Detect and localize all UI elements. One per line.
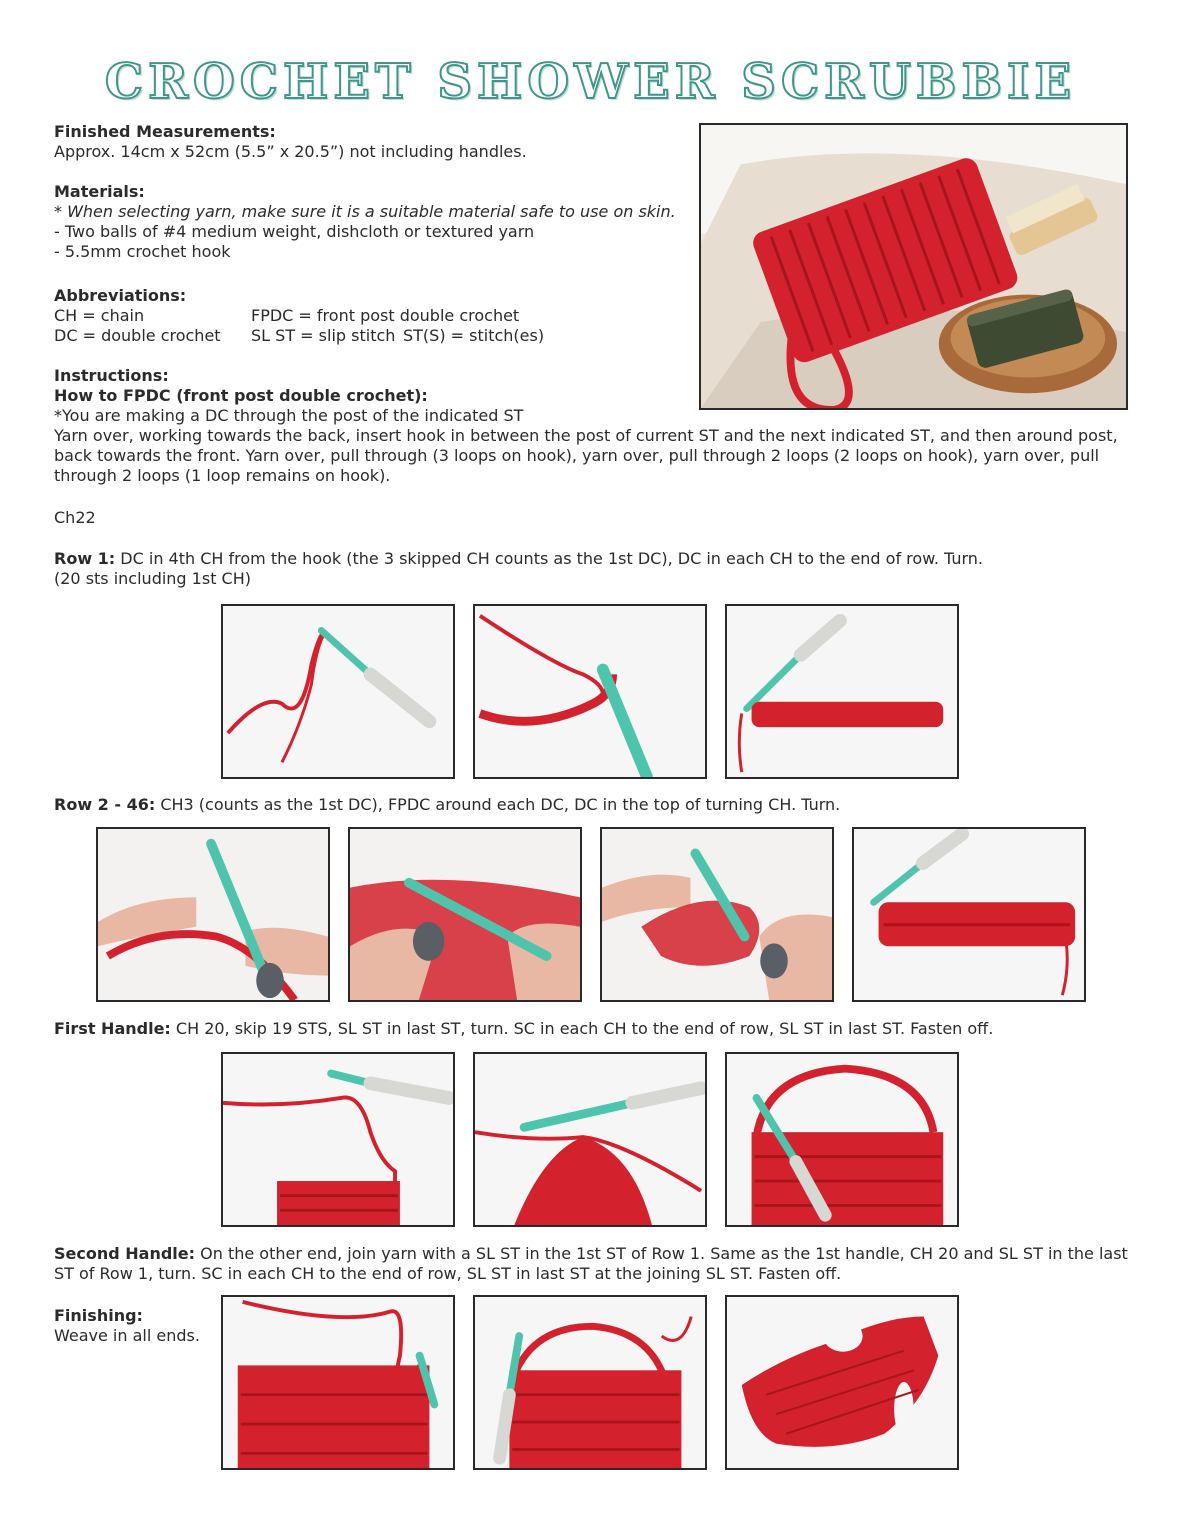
page-title: CROCHET SHOWER SCRUBBIE — [104, 54, 1077, 110]
materials-note: * When selecting yarn, make sure it is a suitable material safe to use on skin. — [54, 202, 676, 221]
instructions-heading-block — [54, 366, 694, 426]
handle1-step2-photo — [473, 1052, 707, 1227]
finishing-text: Weave in all ends. — [54, 1326, 200, 1345]
handle1-section — [54, 1019, 1134, 1039]
row1-line — [54, 549, 1134, 569]
row1-count: (20 sts including 1st CH) — [54, 569, 251, 588]
handle2-section — [54, 1244, 1134, 1284]
row1-label: Row 1: — [54, 549, 116, 568]
hero-photo — [699, 123, 1128, 410]
handle2-text: On the other end, join yarn with a SL ST in the 1st ST of Row 1. Same as the 1st handle, CH 20 and SL ST in the last ST of Row 1, turn. SC in each CH to the end of row, SL ST in last ST at the joining SL ST. Fasten off. — [54, 1244, 1128, 1283]
finished-measurements-section — [54, 122, 694, 162]
row2-step2-photo — [348, 827, 582, 1002]
abbr-sts: ST(S) = stitch(es) — [403, 326, 545, 345]
finishing-heading: Finishing: — [54, 1306, 143, 1325]
abbr-slst: SL ST = slip stitch — [251, 326, 396, 345]
row2-section — [54, 795, 1134, 815]
row2-text: CH3 (counts as the 1st DC), FPDC around each DC, DC in the top of turning CH. Turn. — [155, 795, 841, 814]
finished-heading: Finished Measurements: — [54, 122, 276, 141]
row1-step1-photo — [221, 604, 455, 779]
abbreviations-row-1 — [54, 306, 694, 326]
handle1-step3-photo — [725, 1052, 959, 1227]
materials-heading: Materials: — [54, 182, 145, 201]
abbreviations-row-2 — [54, 326, 694, 346]
finished-text: Approx. 14cm x 52cm (5.5” x 20.5”) not including handles. — [54, 142, 527, 161]
abbr-ch: CH = chain — [54, 306, 145, 325]
row2-label: Row 2 - 46: — [54, 795, 156, 814]
abbr-dc: DC = double crochet — [54, 326, 221, 345]
handle1-step1-photo — [221, 1052, 455, 1227]
row2-step1-photo — [96, 827, 330, 1002]
abbreviations-heading: Abbreviations: — [54, 286, 187, 305]
row1-step3-photo — [725, 604, 959, 779]
handle2-step1-photo — [221, 1295, 455, 1470]
handle2-step2-photo — [473, 1295, 707, 1470]
finishing-section — [54, 1306, 214, 1346]
fpdc-note: *You are making a DC through the post of the indicated ST — [54, 406, 524, 425]
ch22-text: Ch22 — [54, 508, 96, 527]
instructions-heading: Instructions: — [54, 366, 169, 385]
handle1-text: CH 20, skip 19 STS, SL ST in last ST, turn. SC in each CH to the end of row, SL ST in last ST. Fasten off. — [170, 1019, 994, 1038]
materials-item-hook: - 5.5mm crochet hook — [54, 242, 231, 261]
row1-step2-photo — [473, 604, 707, 779]
row2-step4-photo — [852, 827, 1086, 1002]
row2-step3-photo — [600, 827, 834, 1002]
handle1-label: First Handle: — [54, 1019, 171, 1038]
abbr-fpdc: FPDC = front post double crochet — [251, 306, 520, 325]
fpdc-instructions: Yarn over, working towards the back, insert hook in between the post of current ST and the next indicated ST, and then around post, back towards the front. Yarn over, pull through (3 loops on hook), yarn over, pull through 2 loops (2 loops on hook), yarn over, pull through 2 loops (1 loop remains on hook). — [54, 426, 1118, 485]
materials-item-yarn: - Two balls of #4 medium weight, dishcloth or textured yarn — [54, 222, 535, 241]
row1-section — [54, 549, 1134, 589]
abbreviations-section — [54, 286, 694, 346]
materials-section — [54, 182, 694, 262]
handle2-step3-photo — [725, 1295, 959, 1470]
handle2-label: Second Handle: — [54, 1244, 196, 1263]
row1-text: DC in 4th CH from the hook (the 3 skipped CH counts as the 1st DC), DC in each CH to the end of row. Turn. — [115, 549, 983, 568]
fpdc-heading: How to FPDC (front post double crochet): — [54, 386, 428, 405]
